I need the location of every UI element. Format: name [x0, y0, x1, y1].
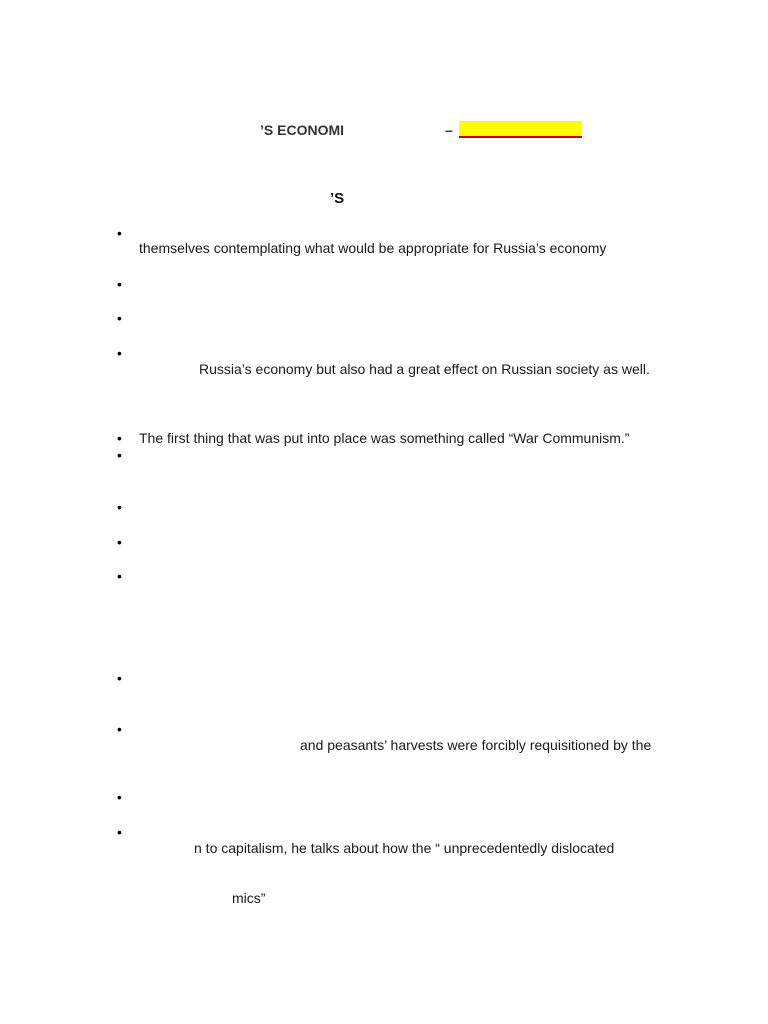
- section-heading: ’S: [330, 190, 345, 207]
- bullet-marker: •: [117, 430, 122, 446]
- bullet-marker: •: [117, 824, 122, 840]
- bullet-marker: •: [117, 568, 122, 584]
- bullet-marker: •: [117, 499, 122, 515]
- bullet-marker: •: [117, 789, 122, 805]
- title-text: ’S ECONOMI: [260, 122, 345, 138]
- body-line-3: The first thing that was put into place was something called “War Communism.”: [139, 430, 630, 446]
- bullet-marker: •: [117, 670, 122, 686]
- bullet-marker: •: [117, 225, 122, 241]
- body-line-2: Russia’s economy but also had a great effect on Russian society as well.: [199, 361, 650, 377]
- highlighted-blank: [459, 121, 582, 138]
- body-line-6: mics”: [232, 890, 266, 906]
- bullet-marker: •: [117, 447, 122, 463]
- bullet-marker: •: [117, 310, 122, 326]
- bullet-marker: •: [117, 721, 122, 737]
- body-line-4: and peasants’ harvests were forcibly requisitioned by the: [300, 737, 652, 753]
- bullet-marker: •: [117, 276, 122, 292]
- bullet-marker: •: [117, 534, 122, 550]
- bullet-marker: •: [117, 345, 122, 361]
- title-dash: –: [445, 122, 453, 138]
- body-line-1: themselves contemplating what would be appropriate for Russia’s economy: [139, 240, 607, 256]
- body-line-5: n to capitalism, he talks about how the “ unprecedentedly dislocated: [194, 840, 615, 856]
